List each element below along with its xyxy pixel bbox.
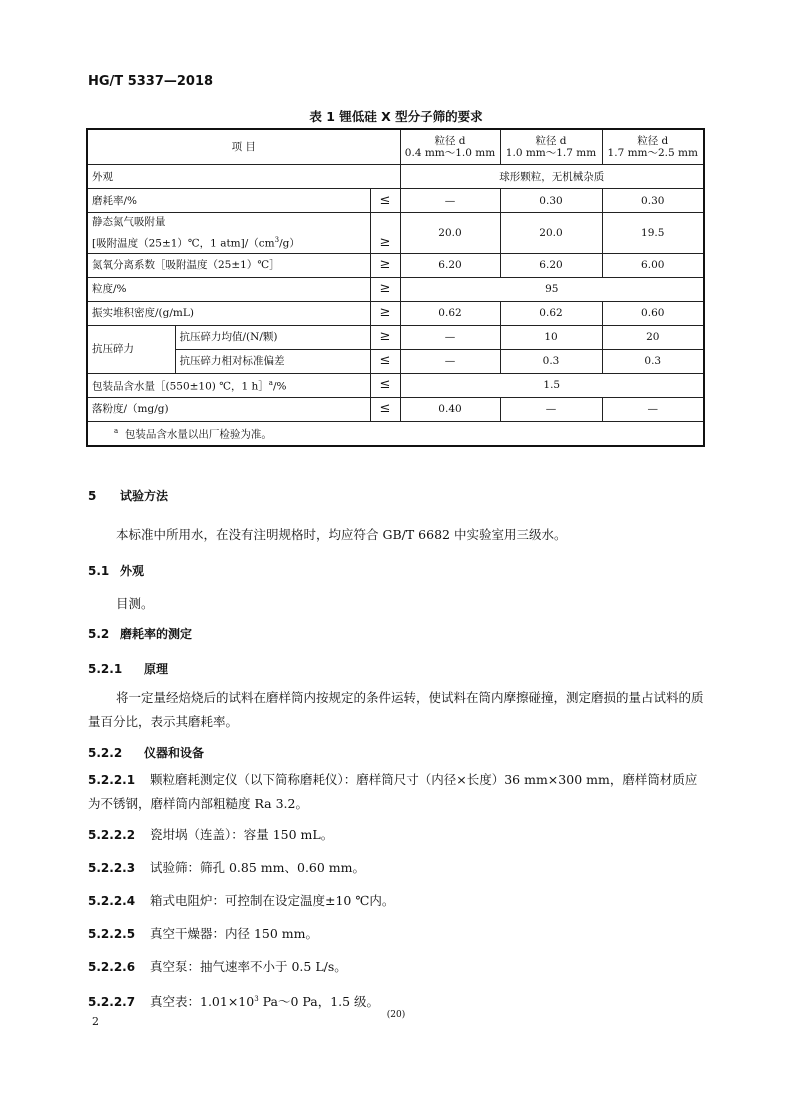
page-number: 2 bbox=[92, 1015, 99, 1028]
list-item: 5.2.2.3 试验筛：筛孔 0.85 mm、0.60 mm。 bbox=[88, 860, 365, 875]
table-header-row bbox=[87, 129, 704, 165]
table-row: 振实堆积密度/(g/mL) ≥ 0.62 0.62 0.60 bbox=[87, 301, 704, 325]
section-5-2-heading: 5.2 磨耗率的测定 bbox=[88, 627, 193, 641]
table-row: 磨耗率/% ≤ — 0.30 0.30 bbox=[87, 189, 704, 213]
header-size-1: 粒径 d 0.4 mm～1.0 mm bbox=[400, 129, 500, 165]
list-item: 5.2.2.6 真空泵：抽气速率不小于 0.5 L/s。 bbox=[88, 959, 347, 974]
section-5-text: 本标准中所用水，在没有注明规格时，均应符合 GB/T 6682 中实验室用三级水。 bbox=[116, 527, 567, 542]
section-5-1-heading: 5.1 外观 bbox=[88, 564, 145, 578]
table-row: 包装品含水量［(550±10) ℃，1 h］$^a$/% ≤ 1.5 bbox=[87, 373, 704, 397]
document-code: HG/T 5337—2018 bbox=[88, 74, 214, 89]
header-size-3: 粒径 d 1.7 mm～2.5 mm bbox=[602, 129, 704, 165]
table-caption: 表 1 锂低硅 X 型分子筛的要求 bbox=[309, 109, 483, 124]
page-code: (20) bbox=[386, 1010, 406, 1020]
requirements-table bbox=[86, 128, 705, 447]
table-row: 粒度/% ≥ 95 bbox=[87, 277, 704, 301]
section-5-2-2-heading: 5.2.2 仪器和设备 bbox=[88, 746, 205, 760]
list-item: 5.2.2.1 颗粒磨耗测定仪（以下简称磨耗仪）：磨样筒尺寸（内径×长度）36 mm×300 mm，磨样筒材质应为不锈钢，磨样筒内部粗糙度 Ra 3.2。 bbox=[88, 772, 698, 811]
header-item: 项 目 bbox=[87, 129, 400, 165]
section-5-2-1-heading: 5.2.1 原理 bbox=[88, 662, 169, 676]
table-row: 抗压碎力 抗压碎力均值/(N/颗) ≥ — 10 20 bbox=[87, 325, 704, 349]
list-item: 5.2.2.7 真空表：$1.01\times 10^3$ Pa～0 Pa，1.5 级。 bbox=[88, 994, 380, 1010]
section-5-1-text: 目测。 bbox=[116, 596, 154, 611]
table-footnote-row: $^a$ 包装品含水量以出厂检验为准。 bbox=[87, 421, 704, 446]
table-row: 抗压碎力相对标准偏差 ≤ — 0.3 0.3 bbox=[87, 349, 704, 373]
section-5-2-1-text: 将一定量经焙烧后的试料在磨样筒内按规定的条件运转，使试料在筒内摩擦碰撞，测定磨损的量占试料的质量百分比，表示其磨耗率。 bbox=[88, 690, 704, 729]
header-size-2: 粒径 d 1.0 mm～1.7 mm bbox=[500, 129, 602, 165]
table-row: 静态氮气吸附量 [吸附温度（25±1）℃，1 $atm]/(cm^3/g)$ ≥ 20.0 20.0 19.5 bbox=[87, 213, 704, 254]
list-item: 5.2.2.4 箱式电阻炉：可控制在设定温度±10 ℃内。 bbox=[88, 893, 395, 908]
section-5-heading: 5 试验方法 bbox=[88, 489, 169, 503]
list-item: 5.2.2.5 真空干燥器：内径 150 mm。 bbox=[88, 926, 319, 941]
table-row: 落粉度/（mg/g) ≤ 0.40 — — bbox=[87, 397, 704, 421]
table-row: 外观 球形颗粒，无机械杂质 bbox=[87, 165, 704, 189]
table-row: 氮氧分离系数［吸附温度（25±1）℃］ ≥ 6.20 6.20 6.00 bbox=[87, 253, 704, 277]
list-item: 5.2.2.2 瓷坩埚（连盖）：容量 150 mL。 bbox=[88, 827, 334, 842]
